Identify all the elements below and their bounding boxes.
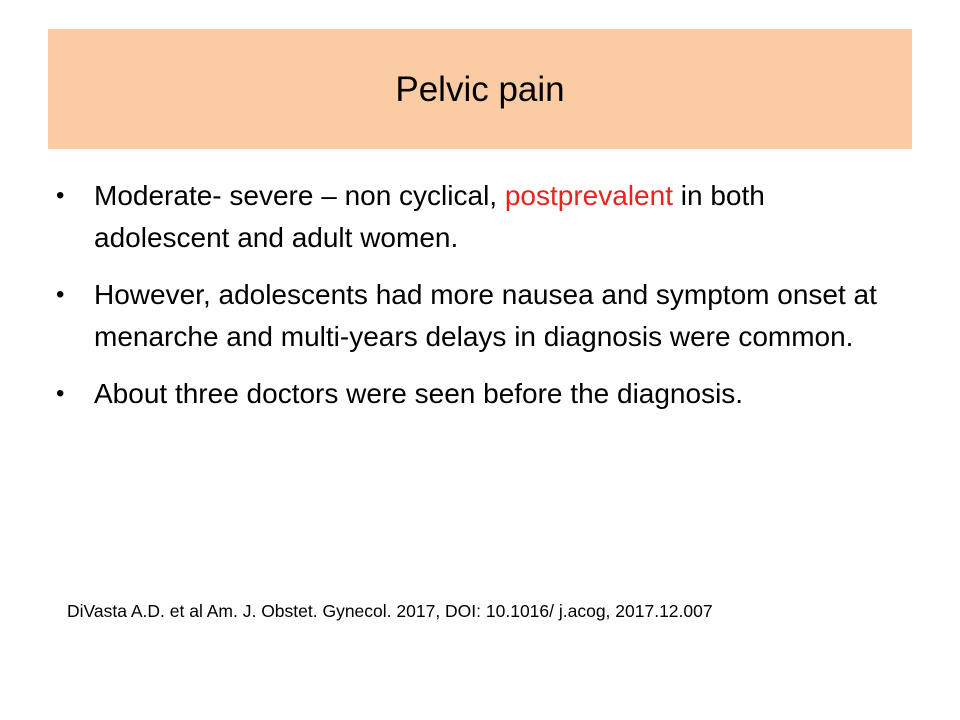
bullet-list	[56, 175, 906, 430]
slide-title: Pelvic pain	[395, 70, 565, 109]
bullet-icon: •	[56, 182, 65, 209]
bullet-text: However, adolescents had more nausea and symptom onset at menarche and multi-years delays in diagnosis were common.	[94, 279, 877, 352]
bullet-icon: •	[56, 380, 65, 407]
bullet-item	[56, 373, 906, 415]
title-band	[48, 29, 912, 149]
bullet-text: About three doctors were seen before the diagnosis.	[94, 378, 744, 409]
highlighted-term: postprevalent	[504, 180, 673, 211]
bullet-text-end: in both adolescent and adult women.	[94, 180, 765, 253]
citation: DiVasta A.D. et al Am. J. Obstet. Gynecol. 2017, DOI: 10.1016/ j.acog, 2017.12.007	[67, 601, 713, 621]
bullet-item	[56, 274, 906, 358]
bullet-text-start: Moderate- severe – non cyclical,	[94, 180, 505, 211]
bullet-item	[56, 175, 906, 259]
bullet-icon: •	[56, 281, 65, 308]
